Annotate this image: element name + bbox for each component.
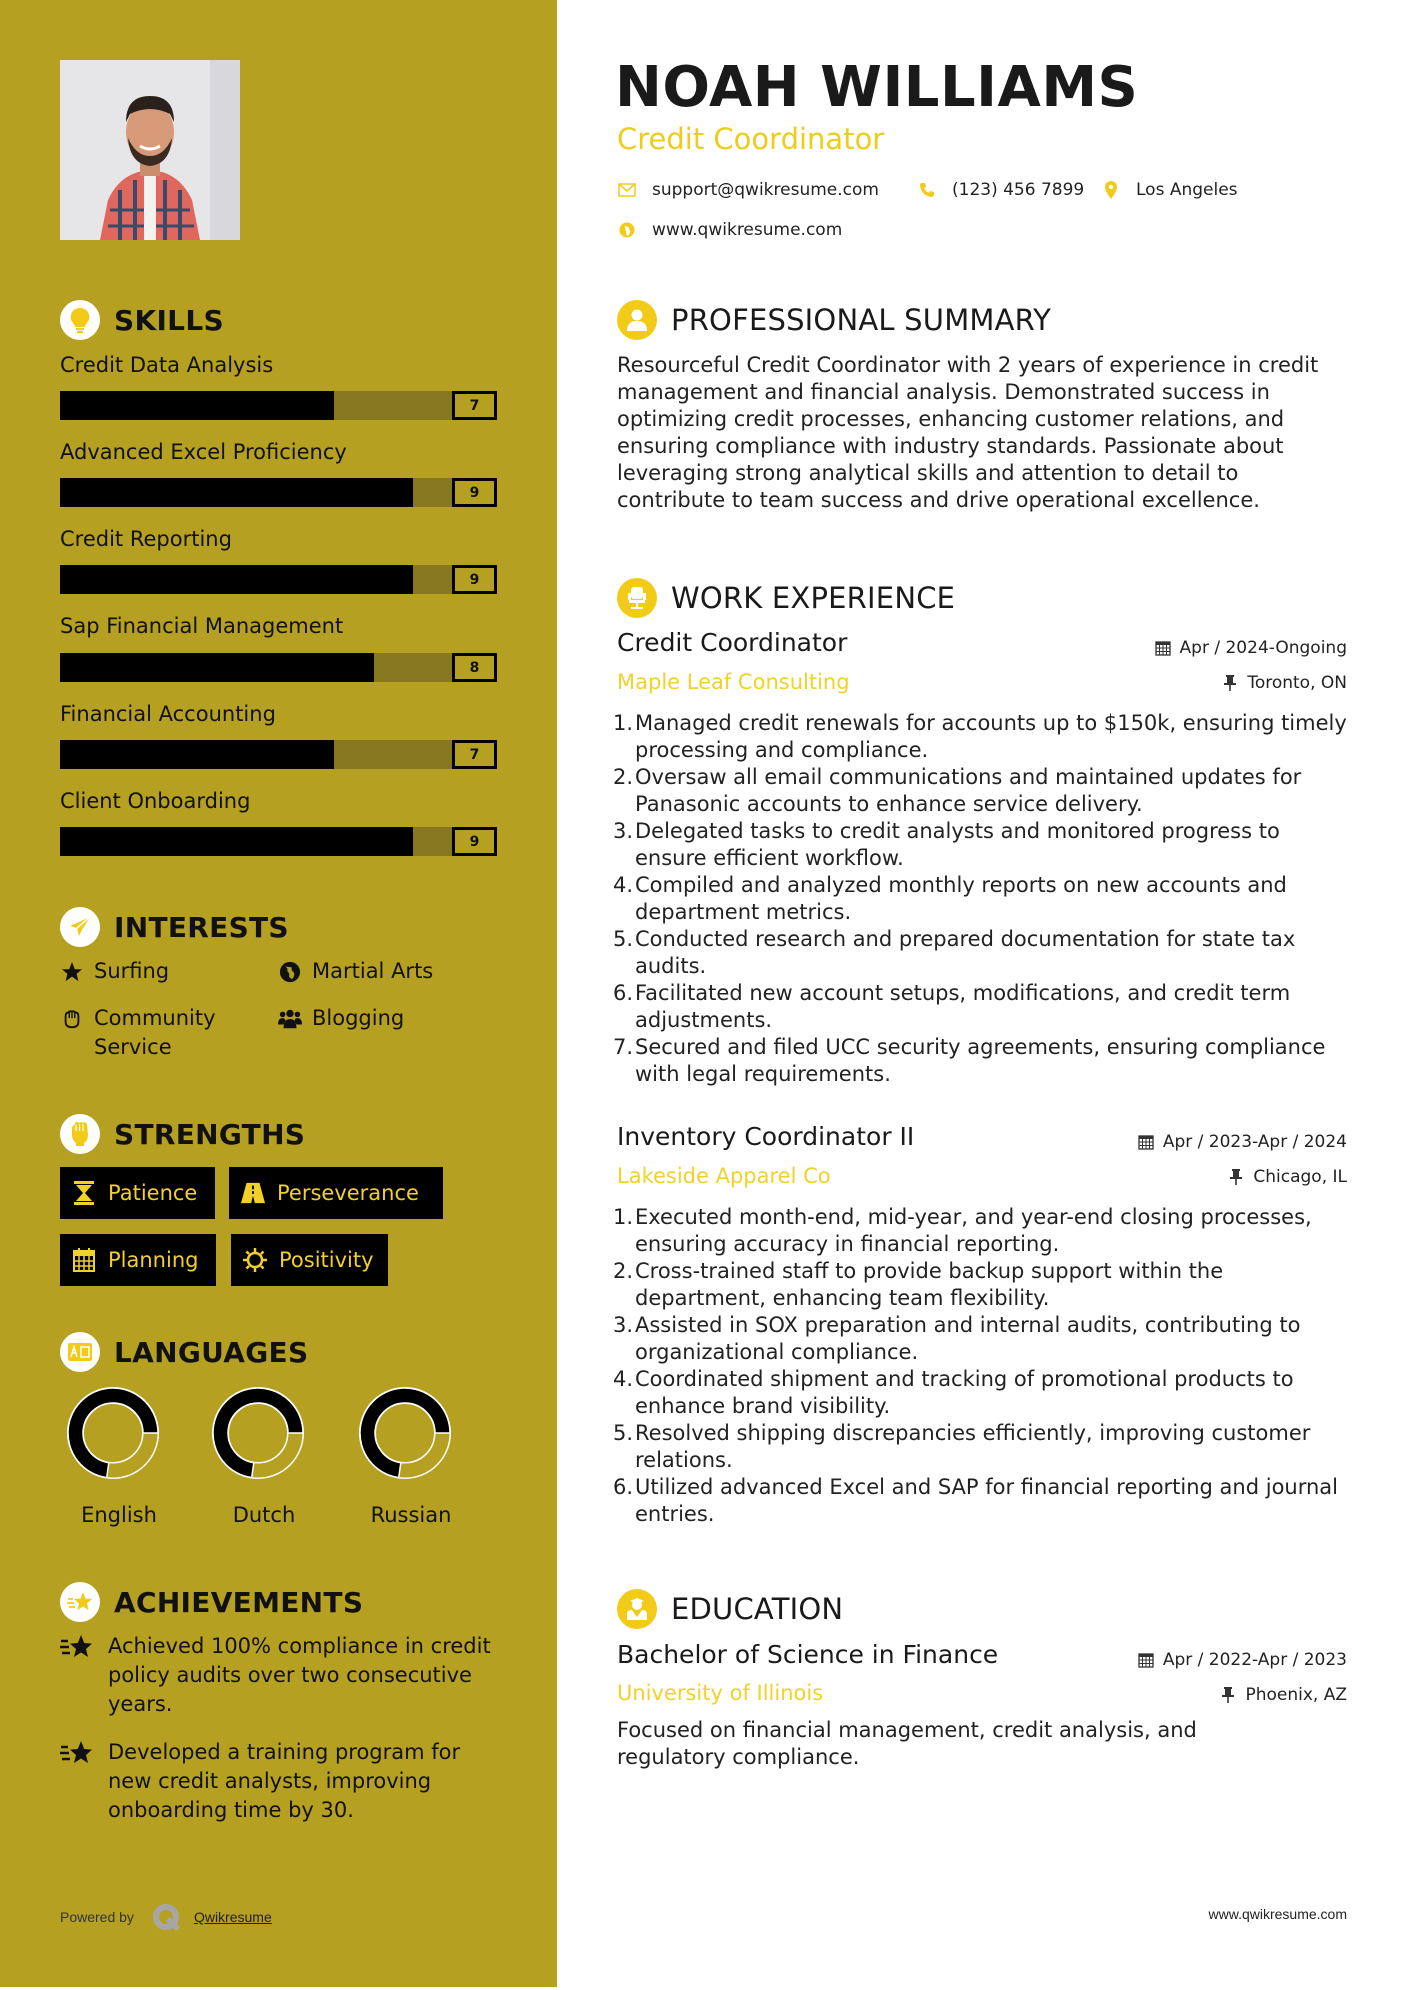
summary-title: PROFESSIONAL SUMMARY — [671, 303, 1052, 337]
language-label: Dutch — [232, 1503, 296, 1527]
contact-email — [617, 180, 879, 200]
company-name: Lakeside Apparel Co — [617, 1164, 831, 1188]
strength-label: Positivity — [279, 1248, 374, 1272]
calendar-icon — [1137, 1133, 1155, 1151]
user-icon — [617, 300, 657, 340]
interest-label: Martial Arts — [312, 959, 434, 983]
job-title: Inventory Coordinator II — [617, 1122, 915, 1151]
bullet-item: 6. Utilized advanced Excel and SAP for financial reporting and journal entries. — [609, 1474, 1349, 1528]
skill-score: 9 — [452, 827, 497, 856]
interest-label: Blogging — [312, 1006, 405, 1030]
skill-fill — [60, 478, 413, 507]
skill-bar — [60, 478, 497, 507]
experience-title: WORK EXPERIENCE — [671, 581, 956, 615]
qwikresume-link[interactable]: Qwikresume — [193, 1909, 272, 1925]
shooting-star-icon — [60, 1738, 94, 1768]
calendar-icon — [1137, 1651, 1155, 1669]
calendar-icon — [72, 1248, 96, 1272]
skill-label: Financial Accounting — [60, 702, 276, 726]
contact-phone — [917, 180, 1084, 200]
sun-icon — [243, 1248, 267, 1272]
shooting-star-icon — [60, 1582, 100, 1622]
hand-icon — [60, 1004, 84, 1033]
skill-label: Advanced Excel Proficiency — [60, 440, 347, 464]
achievement-item — [60, 1632, 500, 1719]
strengths-section-header — [60, 1112, 305, 1156]
achievement-text: Developed a training program for new credit analysts, improving onboarding time by 30. — [108, 1740, 461, 1822]
skill-bar — [60, 391, 497, 420]
office-chair-icon — [617, 578, 657, 618]
star-icon — [60, 957, 84, 986]
footer-website[interactable]: www.qwikresume.com — [1208, 1906, 1347, 1922]
strength-label: Planning — [108, 1248, 199, 1272]
bullet-item: 2. Oversaw all email communications and maintained updates for Panasonic accounts to enhance service delivery. — [609, 764, 1349, 818]
achievements-title: ACHIEVEMENTS — [114, 1585, 364, 1619]
map-pin-icon — [1101, 180, 1121, 200]
strengths-title: STRENGTHS — [114, 1117, 306, 1151]
graduate-icon — [617, 1589, 657, 1629]
skill-bar — [60, 827, 497, 856]
lightbulb-icon — [60, 300, 100, 340]
language-label: Russian — [370, 1503, 452, 1527]
interest-label-line: Service — [94, 1035, 172, 1059]
education-location-text: Phoenix, AZ — [1245, 1685, 1347, 1705]
job-location — [1221, 673, 1347, 693]
contact-location — [1101, 180, 1238, 200]
skill-label: Credit Reporting — [60, 527, 232, 551]
skill-fill — [60, 653, 374, 682]
skills-title: SKILLS — [114, 303, 224, 337]
strength-badge-positivity — [231, 1234, 388, 1286]
email-text[interactable]: support@qwikresume.com — [652, 180, 879, 200]
job-dates-text: Apr / 2023-Apr / 2024 — [1162, 1132, 1347, 1152]
achievements-section-header — [60, 1580, 363, 1624]
interest-item — [60, 957, 169, 986]
bullet-item: 2. Cross-trained staff to provide backup support within the department, enhancing team flexibility. — [609, 1258, 1349, 1312]
job-bullets — [609, 1204, 1349, 1528]
bullet-text: Facilitated new account setups, modifications, and credit term adjustments. — [635, 981, 1291, 1032]
candidate-name: NOAH WILLIAMS — [615, 55, 1139, 120]
experience-section-header — [617, 576, 955, 620]
envelope-icon — [617, 180, 637, 200]
bullet-item: 3. Assisted in SOX preparation and internal audits, contributing to organizational compliance. — [609, 1312, 1349, 1366]
bullet-item: 1. Managed credit renewals for accounts up to $150k, ensuring timely processing and compliance. — [609, 710, 1349, 764]
bullet-item: 5. Resolved shipping discrepancies efficiently, improving customer relations. — [609, 1420, 1349, 1474]
skills-section-header — [60, 298, 224, 342]
strength-badge-perseverance — [229, 1167, 443, 1219]
strength-label: Perseverance — [277, 1181, 419, 1205]
interests-title: INTERESTS — [114, 910, 289, 944]
person-photo-illustration — [60, 60, 240, 240]
education-section-header — [617, 1587, 843, 1631]
bullet-text: Cross-trained staff to provide backup support within the department, enhancing team flexibility. — [635, 1259, 1224, 1310]
job-location-text: Chicago, IL — [1253, 1167, 1347, 1187]
education-dates — [1137, 1650, 1347, 1670]
profile-photo — [60, 60, 240, 240]
achievement-text: Achieved 100% compliance in credit policy audits over two consecutive years. — [108, 1634, 491, 1716]
skill-score: 8 — [452, 653, 497, 682]
skill-fill — [60, 827, 413, 856]
candidate-role: Credit Coordinator — [617, 122, 885, 156]
skill-fill — [60, 740, 334, 769]
skill-bar — [60, 740, 497, 769]
bullet-item: 5. Conducted research and prepared documentation for state tax audits. — [609, 926, 1349, 980]
contact-website — [617, 220, 842, 240]
job-location — [1227, 1167, 1347, 1187]
interest-label: Surfing — [94, 959, 170, 983]
bullet-text: Coordinated shipment and tracking of promotional products to enhance brand visibility. — [635, 1367, 1294, 1418]
achievement-item — [60, 1738, 500, 1825]
skill-label: Credit Data Analysis — [60, 353, 274, 377]
globe-icon — [617, 220, 637, 240]
bullet-text: Resolved shipping discrepancies efficiently, improving customer relations. — [635, 1421, 1311, 1472]
job-dates — [1137, 1132, 1347, 1152]
strength-label: Patience — [108, 1181, 198, 1205]
qwikresume-logo-icon — [152, 1903, 180, 1931]
shooting-star-icon — [60, 1632, 94, 1662]
job-title: Credit Coordinator — [617, 628, 848, 657]
strength-badge-patience — [60, 1167, 215, 1219]
interests-section-header — [60, 905, 289, 949]
fist-icon — [60, 1114, 100, 1154]
skill-score: 9 — [452, 478, 497, 507]
bullet-text: Utilized advanced Excel and SAP for financial reporting and journal entries. — [635, 1475, 1339, 1526]
location-text: Los Angeles — [1136, 180, 1238, 200]
skill-bar — [60, 653, 497, 682]
interest-label-line: Community — [94, 1006, 216, 1030]
language-donut-russian — [359, 1387, 451, 1484]
pushpin-icon — [1221, 674, 1239, 692]
school-name: University of Illinois — [617, 1681, 824, 1705]
calendar-icon — [1154, 639, 1172, 657]
language-card-icon — [60, 1332, 100, 1372]
pushpin-icon — [1227, 1168, 1245, 1186]
skill-label: Sap Financial Management — [60, 614, 344, 638]
hourglass-icon — [72, 1181, 96, 1205]
sidebar — [0, 0, 557, 1987]
skill-bar — [60, 565, 497, 594]
bullet-item: 6. Facilitated new account setups, modifications, and credit term adjustments. — [609, 980, 1349, 1034]
bullet-text: Conducted research and prepared documentation for state tax audits. — [635, 927, 1296, 978]
bullet-item: 3. Delegated tasks to credit analysts and monitored progress to ensure efficient workflow. — [609, 818, 1349, 872]
bullet-text: Executed month-end, mid-year, and year-end closing processes, ensuring accuracy in financial reporting. — [635, 1205, 1312, 1256]
phone-icon — [917, 180, 937, 200]
strength-badge-planning — [60, 1234, 216, 1286]
phone-text: (123) 456 7899 — [952, 180, 1085, 200]
skill-score: 7 — [452, 740, 497, 769]
bullet-item: 4. Compiled and analyzed monthly reports on new accounts and department metrics. — [609, 872, 1349, 926]
education-location — [1219, 1685, 1347, 1705]
interest-item — [60, 1004, 216, 1062]
languages-section-header — [60, 1330, 308, 1374]
pushpin-icon — [1219, 1686, 1237, 1704]
website-text[interactable]: www.qwikresume.com — [652, 220, 843, 240]
bullet-text: Assisted in SOX preparation and internal audits, contributing to organizational compliance. — [635, 1313, 1301, 1364]
powered-by — [60, 1903, 272, 1931]
skill-label: Client Onboarding — [60, 789, 251, 813]
language-donut-english — [67, 1387, 159, 1484]
users-icon — [278, 1004, 302, 1033]
bullet-item: 4. Coordinated shipment and tracking of promotional products to enhance brand visibility. — [609, 1366, 1349, 1420]
powered-by-label: Powered by — [60, 1909, 134, 1925]
degree-title: Bachelor of Science in Finance — [617, 1640, 999, 1669]
job-bullets — [609, 710, 1349, 1088]
job-dates — [1154, 638, 1347, 658]
summary-text: Resourceful Credit Coordinator with 2 years of experience in credit management and financial analysis. Demonstrated success in optimizing credit processes, enhancing customer relations, and ensuring compliance with industry standards. Passionate about leveraging strong analytical skills and attention to detail to contribute to team success and drive operational excellence. — [617, 353, 1319, 512]
bullet-item: 1. Executed month-end, mid-year, and year-end closing processes, ensuring accuracy in financial reporting. — [609, 1204, 1349, 1258]
interest-item — [278, 1004, 404, 1033]
paper-plane-icon — [60, 907, 100, 947]
job-location-text: Toronto, ON — [1247, 673, 1347, 693]
interest-label — [94, 1004, 216, 1062]
summary-section-header — [617, 298, 1051, 342]
interest-item — [278, 957, 433, 986]
language-label: English — [81, 1503, 157, 1527]
skill-fill — [60, 565, 413, 594]
skill-score: 7 — [452, 391, 497, 420]
bullet-text: Compiled and analyzed monthly reports on new accounts and department metrics. — [635, 873, 1287, 924]
bullet-text: Managed credit renewals for accounts up to $150k, ensuring timely processing and compliance. — [635, 711, 1347, 762]
languages-title: LANGUAGES — [114, 1335, 309, 1369]
bullet-item: 7. Secured and filed UCC security agreements, ensuring compliance with legal requirements. — [609, 1034, 1349, 1088]
road-icon — [241, 1181, 265, 1205]
language-donut-dutch — [212, 1387, 304, 1484]
job-dates-text: Apr / 2024-Ongoing — [1179, 638, 1347, 658]
globe-icon — [278, 957, 302, 986]
bullet-text: Delegated tasks to credit analysts and monitored progress to ensure efficient workflow. — [635, 819, 1280, 870]
company-name: Maple Leaf Consulting — [617, 670, 850, 694]
education-dates-text: Apr / 2022-Apr / 2023 — [1162, 1650, 1347, 1670]
education-description: Focused on financial management, credit analysis, and regulatory compliance. — [617, 1718, 1197, 1769]
bullet-text: Secured and filed UCC security agreements, ensuring compliance with legal requirements. — [635, 1035, 1326, 1086]
skill-fill — [60, 391, 334, 420]
education-title: EDUCATION — [671, 1592, 844, 1626]
skill-score: 9 — [452, 565, 497, 594]
bullet-text: Oversaw all email communications and maintained updates for Panasonic accounts to enhance service delivery. — [635, 765, 1302, 816]
